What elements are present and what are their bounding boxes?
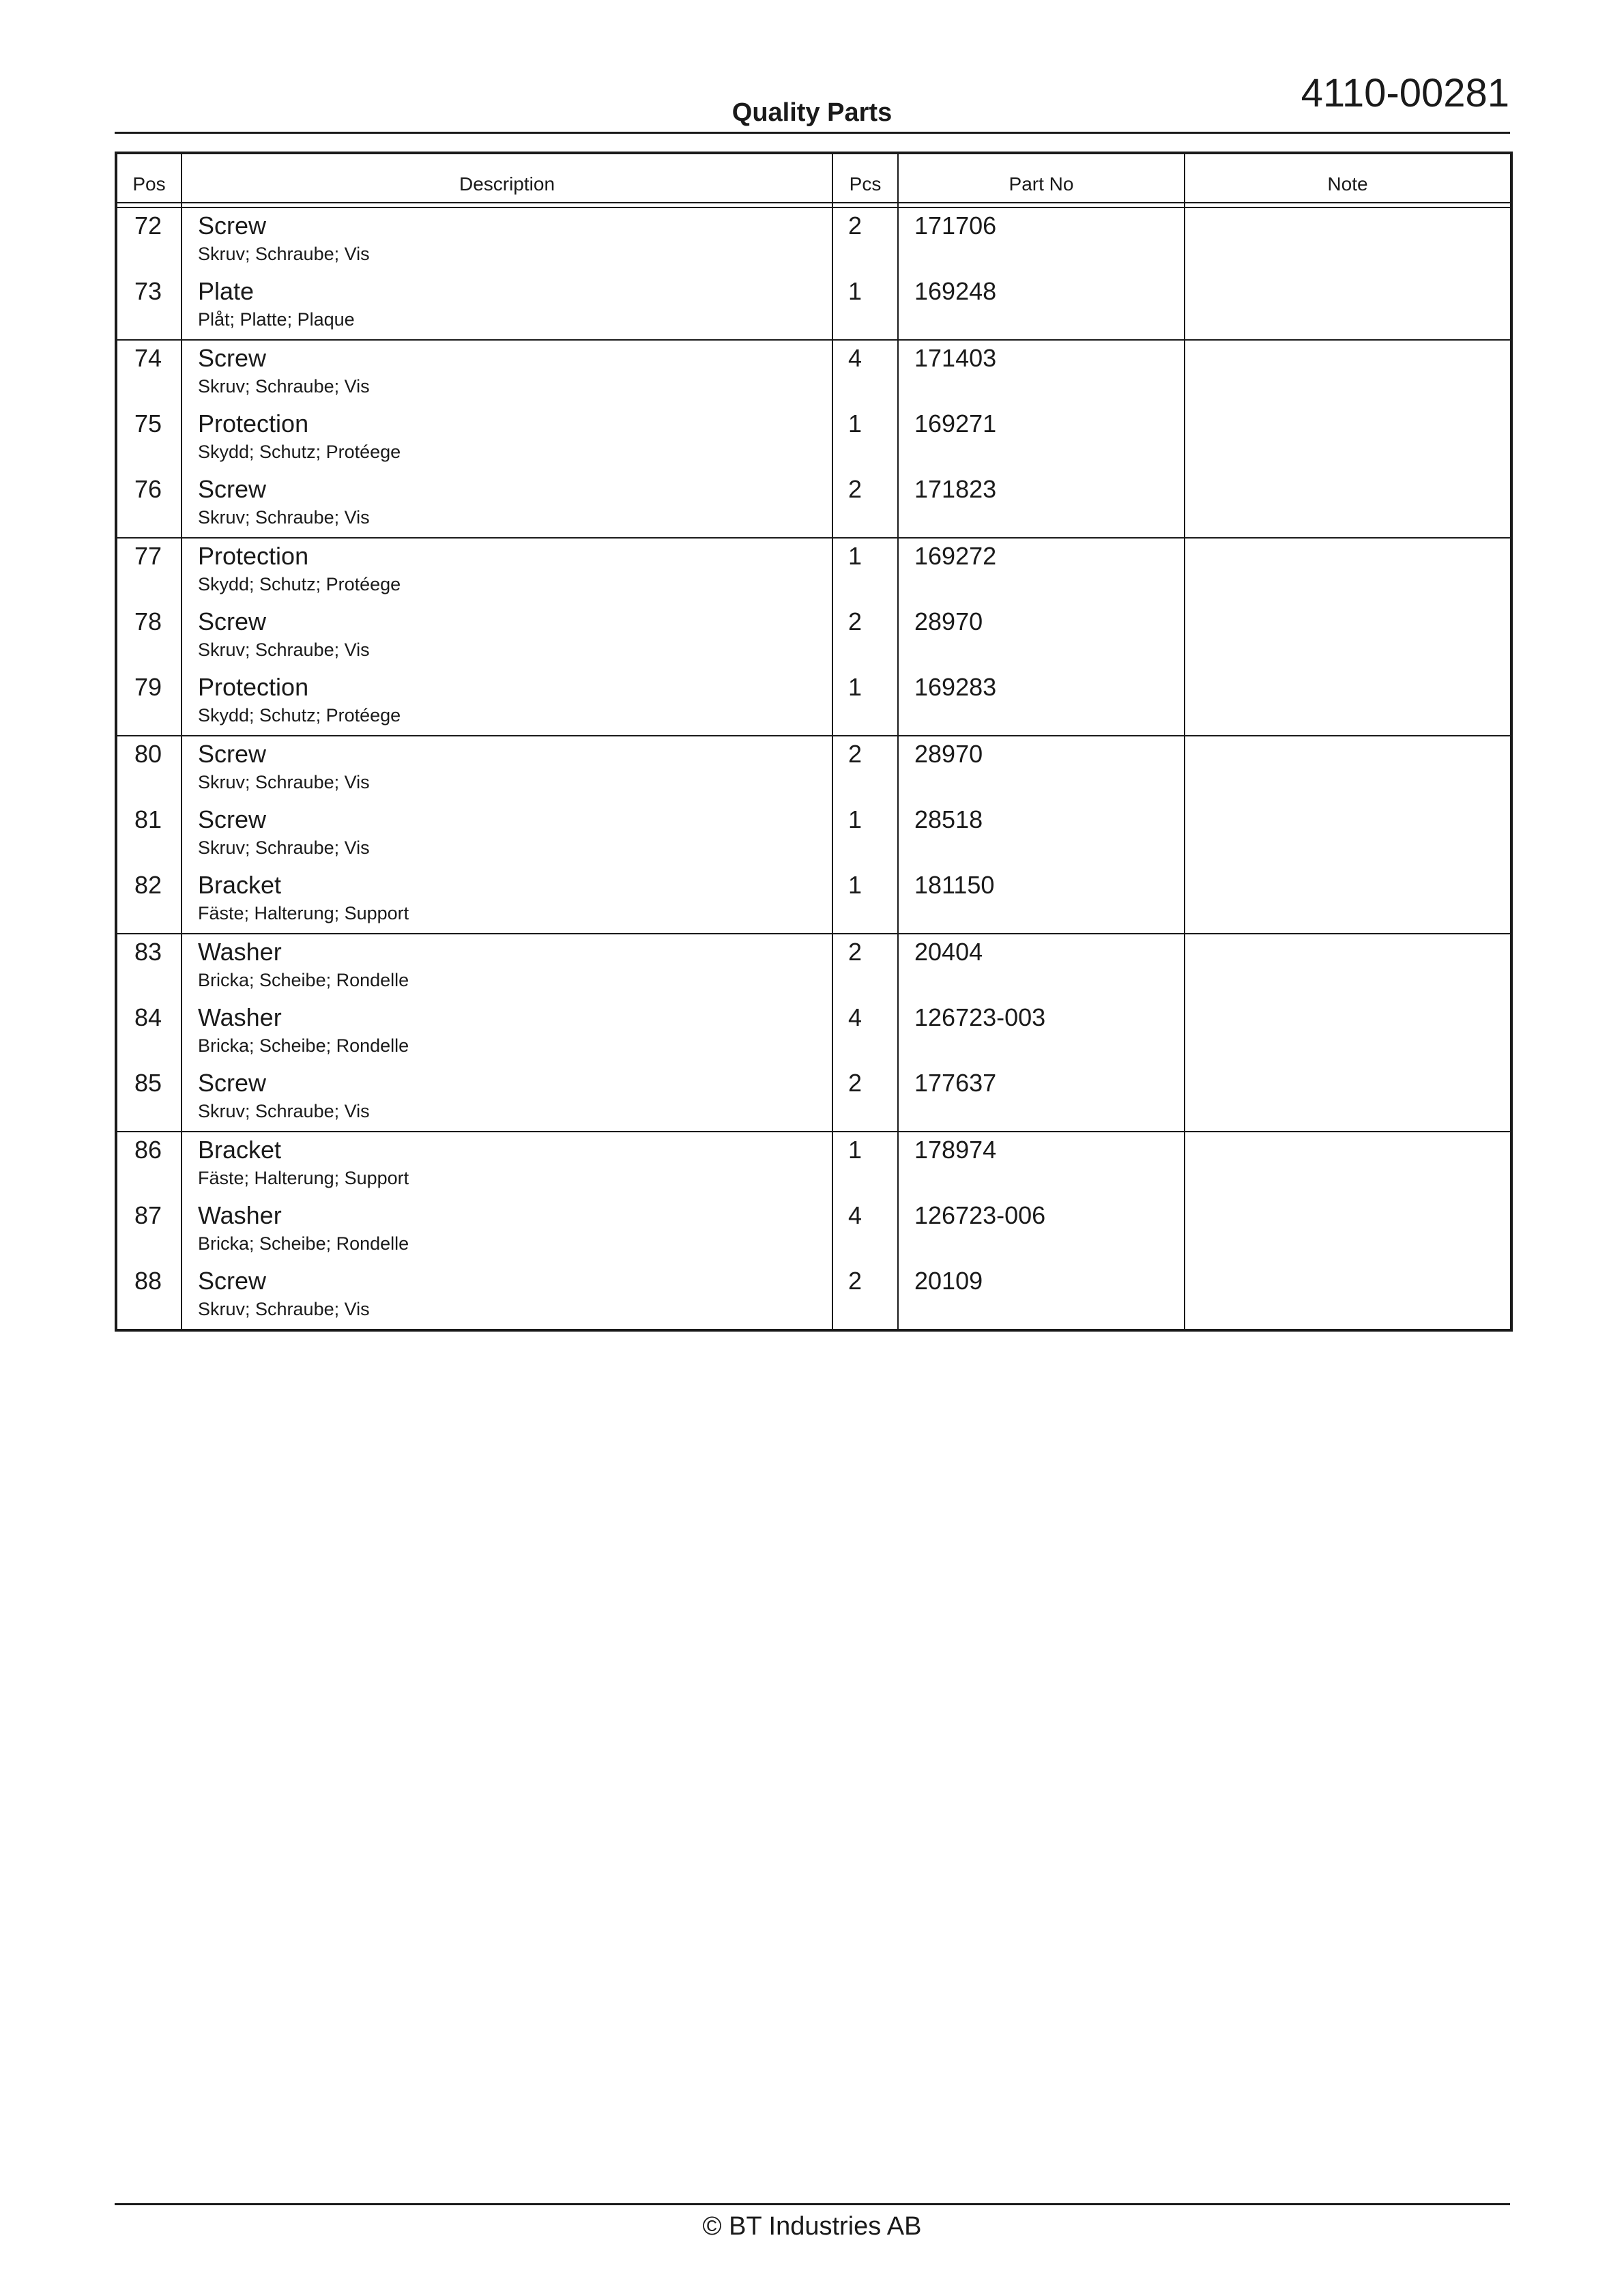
- part-no-cell: 28970: [898, 736, 1185, 802]
- part-translations: Skruv; Schraube; Vis: [198, 376, 370, 397]
- description-cell: [182, 472, 832, 538]
- table-row: [116, 1132, 1511, 1198]
- part-no-cell: 169248: [898, 274, 1185, 340]
- pcs-cell: 2: [832, 934, 898, 1000]
- description-cell: [182, 802, 832, 867]
- pcs-cell: 2: [832, 207, 898, 274]
- part-translations: Skruv; Schraube; Vis: [198, 1101, 370, 1121]
- pcs-cell: 1: [832, 802, 898, 867]
- pos-cell: 79: [116, 670, 182, 736]
- part-no-cell: 169283: [898, 670, 1185, 736]
- note-cell: [1185, 1065, 1511, 1132]
- pcs-cell: 2: [832, 736, 898, 802]
- pcs-cell: 1: [832, 670, 898, 736]
- part-no-cell: 28518: [898, 802, 1185, 867]
- description-cell: [182, 406, 832, 472]
- pos-cell: 82: [116, 867, 182, 934]
- description-cell: [182, 538, 832, 604]
- description-cell: [182, 604, 832, 670]
- part-translations: Skydd; Schutz; Protéege: [198, 442, 401, 462]
- description-cell: [182, 1132, 832, 1198]
- description-cell: [182, 934, 832, 1000]
- parts-table: [115, 152, 1513, 1332]
- description-cell: [182, 1000, 832, 1065]
- note-cell: [1185, 1198, 1511, 1263]
- part-translations: Bricka; Scheibe; Rondelle: [198, 1035, 409, 1056]
- part-no-cell: 20404: [898, 934, 1185, 1000]
- part-name: Screw: [198, 344, 267, 372]
- pos-cell: 76: [116, 472, 182, 538]
- pcs-cell: 1: [832, 867, 898, 934]
- header-pos: Pos: [116, 153, 182, 203]
- part-no-cell: 171823: [898, 472, 1185, 538]
- parts-table-body: [116, 207, 1511, 1330]
- part-translations: Skruv; Schraube; Vis: [198, 1299, 370, 1319]
- description-cell: [182, 274, 832, 340]
- table-header-row: [116, 153, 1511, 203]
- pcs-cell: 2: [832, 1065, 898, 1132]
- part-translations: Plåt; Platte; Plaque: [198, 309, 355, 330]
- part-no-cell: 20109: [898, 1263, 1185, 1330]
- note-cell: [1185, 802, 1511, 867]
- part-translations: Skydd; Schutz; Protéege: [198, 705, 401, 726]
- table-row: [116, 472, 1511, 538]
- part-name: Washer: [198, 1003, 282, 1031]
- part-translations: Skruv; Schraube; Vis: [198, 640, 370, 660]
- part-name: Screw: [198, 212, 267, 240]
- part-translations: Skruv; Schraube; Vis: [198, 772, 370, 792]
- copyright-text: © BT Industries AB: [702, 2212, 922, 2241]
- part-name: Screw: [198, 1069, 267, 1097]
- note-cell: [1185, 340, 1511, 406]
- header-part-no: Part No: [898, 153, 1185, 203]
- part-no-cell: 177637: [898, 1065, 1185, 1132]
- part-translations: Skydd; Schutz; Protéege: [198, 574, 401, 594]
- part-no-cell: 169271: [898, 406, 1185, 472]
- header-note: Note: [1185, 153, 1511, 203]
- table-row: [116, 274, 1511, 340]
- table-row: [116, 1065, 1511, 1132]
- part-no-cell: 171706: [898, 207, 1185, 274]
- note-cell: [1185, 207, 1511, 274]
- table-row: [116, 1198, 1511, 1263]
- part-no-cell: 169272: [898, 538, 1185, 604]
- pos-cell: 73: [116, 274, 182, 340]
- pcs-cell: 1: [832, 406, 898, 472]
- pos-cell: 78: [134, 607, 162, 635]
- pos-cell: 87: [134, 1201, 162, 1229]
- footer-divider: [115, 2203, 1510, 2205]
- note-cell: [1185, 274, 1511, 340]
- pcs-cell: 1: [832, 1132, 898, 1198]
- note-cell: [1185, 934, 1511, 1000]
- pcs-cell: 2: [832, 604, 898, 670]
- note-cell: [1185, 736, 1511, 802]
- table-row: [116, 1263, 1511, 1330]
- note-cell: [1185, 538, 1511, 604]
- part-name: Screw: [198, 475, 267, 503]
- part-translations: Fäste; Halterung; Support: [198, 1168, 409, 1188]
- part-translations: Bricka; Scheibe; Rondelle: [198, 970, 409, 990]
- table-row: [116, 736, 1511, 802]
- pcs-cell: 1: [832, 538, 898, 604]
- note-cell: [1185, 1132, 1511, 1198]
- table-row: [116, 867, 1511, 934]
- description-cell: [182, 1198, 832, 1263]
- note-cell: [1185, 1263, 1511, 1330]
- header-divider: [115, 132, 1510, 134]
- table-row: [116, 604, 1511, 670]
- table-row: [116, 670, 1511, 736]
- header-pcs: Pcs: [832, 153, 898, 203]
- pos-cell: 72: [134, 212, 162, 240]
- part-name: Protection: [198, 673, 309, 701]
- part-name: Plate: [198, 277, 255, 305]
- table-row: [116, 934, 1511, 1000]
- part-name: Bracket: [198, 871, 282, 899]
- header-spacer-row: [116, 203, 1511, 207]
- table-row: [116, 207, 1511, 274]
- part-no-cell: 181150: [898, 867, 1185, 934]
- pcs-cell: 2: [832, 472, 898, 538]
- part-translations: Skruv; Schraube; Vis: [198, 244, 370, 264]
- pcs-cell: 4: [832, 1000, 898, 1065]
- part-name: Bracket: [198, 1136, 282, 1164]
- part-name: Washer: [198, 1201, 282, 1229]
- part-name: Washer: [198, 938, 282, 966]
- part-translations: Skruv; Schraube; Vis: [198, 837, 370, 858]
- description-cell: [182, 1263, 832, 1330]
- note-cell: [1185, 670, 1511, 736]
- pcs-cell: 1: [832, 274, 898, 340]
- pos-cell: 88: [116, 1263, 182, 1330]
- note-cell: [1185, 472, 1511, 538]
- pcs-cell: 2: [832, 1263, 898, 1330]
- pos-cell: 84: [134, 1003, 162, 1031]
- pos-cell: 80: [134, 740, 162, 768]
- pcs-cell: 4: [832, 1198, 898, 1263]
- part-translations: Fäste; Halterung; Support: [198, 903, 409, 923]
- part-no-cell: 178974: [898, 1132, 1185, 1198]
- page-title: Quality Parts: [731, 98, 893, 127]
- description-cell: [182, 1065, 832, 1132]
- description-cell: [182, 340, 832, 406]
- pos-cell: 74: [134, 344, 162, 372]
- document-number: 4110-00281: [1301, 71, 1509, 115]
- part-no-cell: 126723-006: [898, 1198, 1185, 1263]
- part-translations: Skruv; Schraube; Vis: [198, 507, 370, 528]
- table-row: [116, 340, 1511, 406]
- note-cell: [1185, 1000, 1511, 1065]
- description-cell: [182, 736, 832, 802]
- pos-cell: 81: [134, 805, 162, 833]
- description-cell: [182, 207, 832, 274]
- table-row: [116, 406, 1511, 472]
- part-name: Screw: [198, 607, 267, 635]
- header-description: Description: [182, 153, 832, 203]
- pcs-cell: 4: [832, 340, 898, 406]
- pos-cell: 75: [134, 410, 162, 437]
- part-name: Screw: [198, 805, 267, 833]
- description-cell: [182, 670, 832, 736]
- pos-cell: 77: [134, 542, 162, 570]
- note-cell: [1185, 867, 1511, 934]
- table-row: [116, 1000, 1511, 1065]
- part-name: Protection: [198, 542, 309, 570]
- note-cell: [1185, 406, 1511, 472]
- description-cell: [182, 867, 832, 934]
- pos-cell: 83: [134, 938, 162, 966]
- part-name: Screw: [198, 740, 267, 768]
- pos-cell: 85: [116, 1065, 182, 1132]
- part-no-cell: 28970: [898, 604, 1185, 670]
- part-name: Screw: [198, 1267, 267, 1295]
- note-cell: [1185, 604, 1511, 670]
- pos-cell: 86: [134, 1136, 162, 1164]
- part-no-cell: 126723-003: [898, 1000, 1185, 1065]
- part-name: Protection: [198, 410, 309, 437]
- part-no-cell: 171403: [898, 340, 1185, 406]
- part-translations: Bricka; Scheibe; Rondelle: [198, 1233, 409, 1254]
- table-row: [116, 538, 1511, 604]
- table-row: [116, 802, 1511, 867]
